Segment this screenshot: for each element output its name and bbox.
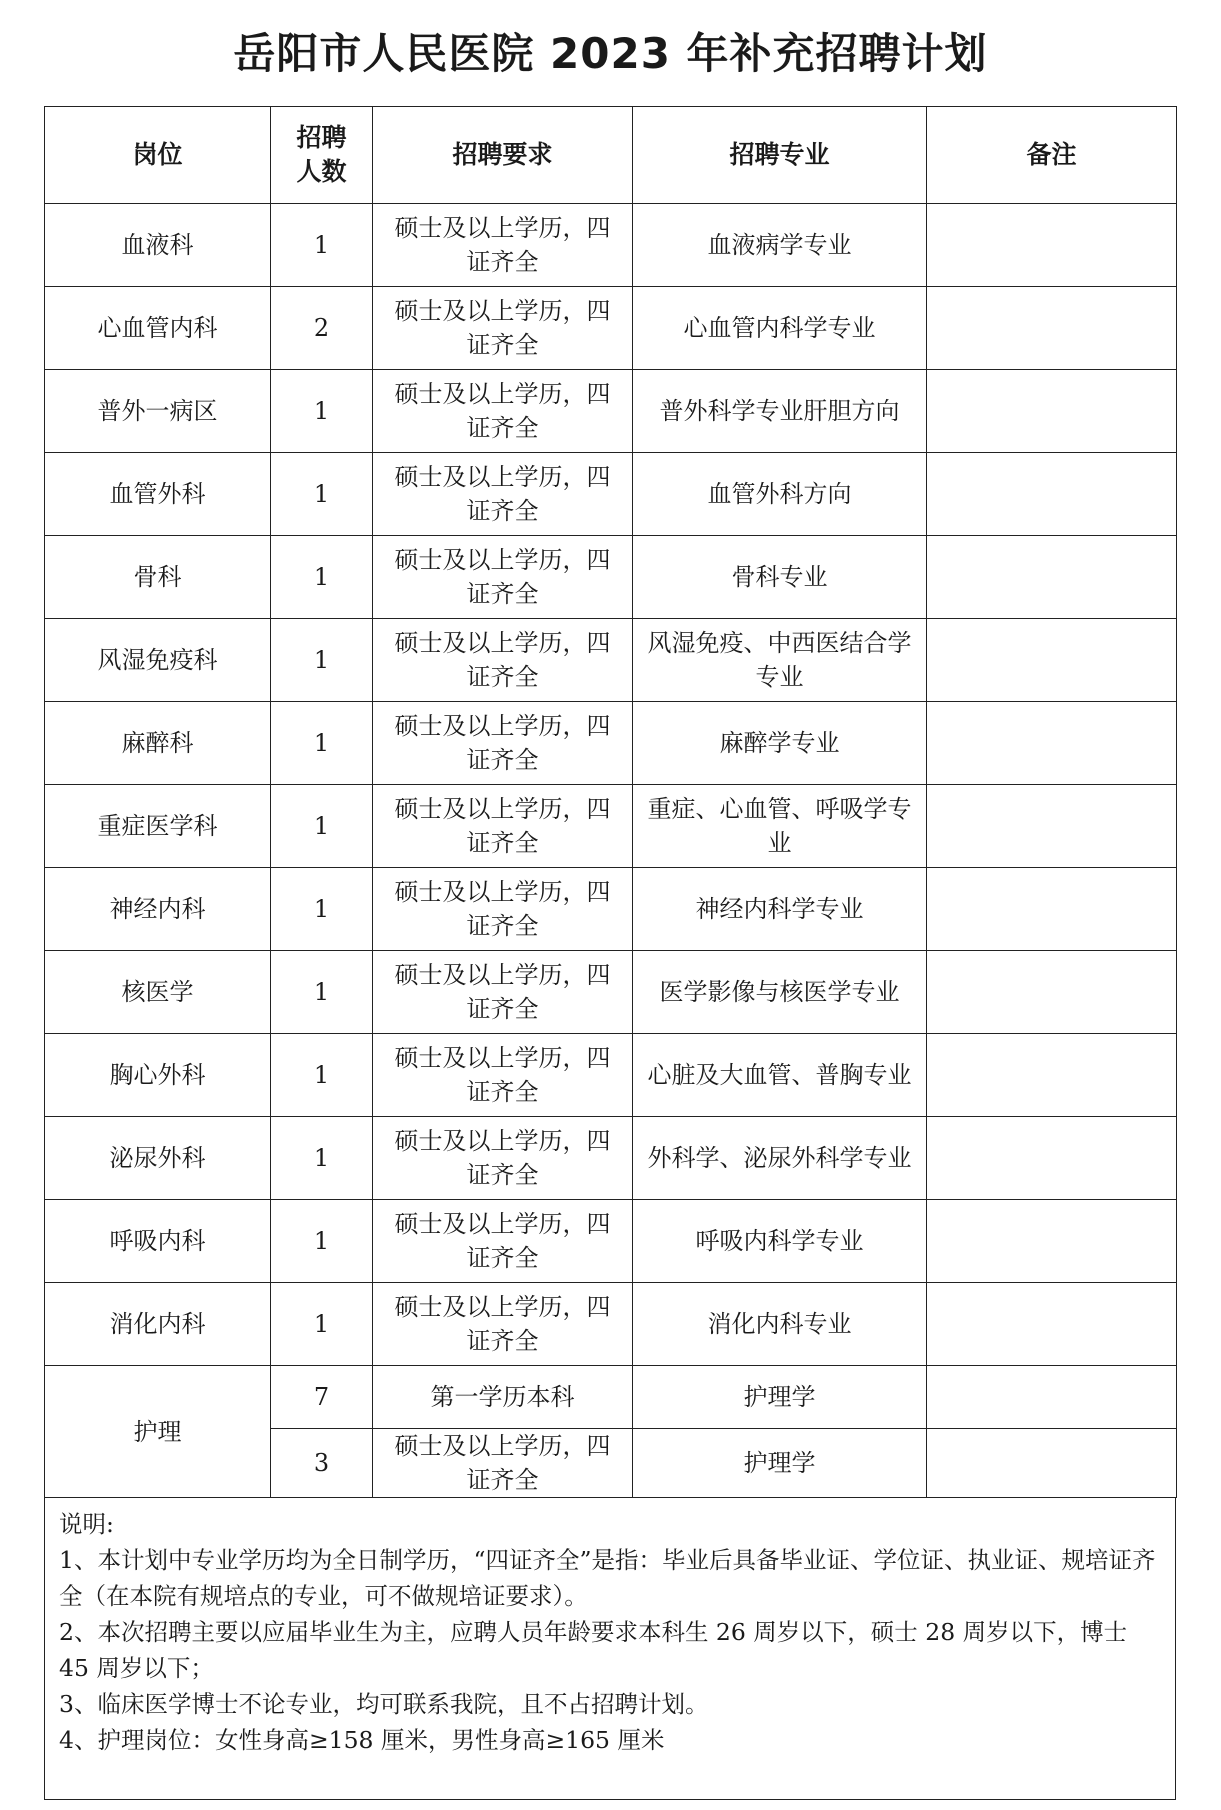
- count-cell: 7: [271, 1366, 373, 1429]
- count-cell: 1: [271, 453, 373, 536]
- table-row: [45, 702, 1177, 785]
- major-cell: 心血管内科学专业: [633, 287, 927, 370]
- major-cell: 重症、心血管、呼吸学专业: [633, 785, 927, 868]
- requirement-cell: 硕士及以上学历，四证齐全: [373, 1429, 633, 1498]
- requirement-cell: 第一学历本科: [373, 1366, 633, 1429]
- post-cell: 泌尿外科: [45, 1117, 271, 1200]
- remark-cell: [927, 1366, 1177, 1429]
- remark-cell: [927, 287, 1177, 370]
- remark-cell: [927, 370, 1177, 453]
- post-cell: 麻醉科: [45, 702, 271, 785]
- major-cell: 血管外科方向: [633, 453, 927, 536]
- remark-cell: [927, 951, 1177, 1034]
- table-row: [45, 951, 1177, 1034]
- recruitment-table: [44, 106, 1177, 1498]
- requirement-cell: 硕士及以上学历，四证齐全: [373, 702, 633, 785]
- table-header-row: [45, 107, 1177, 204]
- major-cell: 呼吸内科学专业: [633, 1200, 927, 1283]
- count-cell: 1: [271, 785, 373, 868]
- major-cell: 护理学: [633, 1366, 927, 1429]
- post-cell: 消化内科: [45, 1283, 271, 1366]
- table-row: [45, 204, 1177, 287]
- post-cell: 重症医学科: [45, 785, 271, 868]
- header-major: 招聘专业: [633, 107, 927, 204]
- count-cell: 1: [271, 702, 373, 785]
- header-post: 岗位: [45, 107, 271, 204]
- count-cell: 1: [271, 204, 373, 287]
- post-cell: 神经内科: [45, 868, 271, 951]
- table-row: [45, 1200, 1177, 1283]
- count-cell: 2: [271, 287, 373, 370]
- remark-cell: [927, 1034, 1177, 1117]
- count-cell: 3: [271, 1429, 373, 1498]
- note-item-4: 4、护理岗位：女性身高≥158 厘米，男性身高≥165 厘米: [59, 1726, 665, 1754]
- requirement-cell: 硕士及以上学历，四证齐全: [373, 204, 633, 287]
- table-row: [45, 536, 1177, 619]
- requirement-cell: 硕士及以上学历，四证齐全: [373, 453, 633, 536]
- remark-cell: [927, 453, 1177, 536]
- major-cell: 骨科专业: [633, 536, 927, 619]
- requirement-cell: 硕士及以上学历，四证齐全: [373, 619, 633, 702]
- major-cell: 血液病学专业: [633, 204, 927, 287]
- major-cell: 护理学: [633, 1429, 927, 1498]
- post-cell: 心血管内科: [45, 287, 271, 370]
- major-cell: 麻醉学专业: [633, 702, 927, 785]
- table-row: [45, 1117, 1177, 1200]
- major-cell: 神经内科学专业: [633, 868, 927, 951]
- requirement-cell: 硕士及以上学历，四证齐全: [373, 951, 633, 1034]
- major-cell: 心脏及大血管、普胸专业: [633, 1034, 927, 1117]
- post-cell: 核医学: [45, 951, 271, 1034]
- post-cell: 胸心外科: [45, 1034, 271, 1117]
- table-row: [45, 1034, 1177, 1117]
- table-row-nursing-1: [45, 1366, 1177, 1429]
- major-cell: 消化内科专业: [633, 1283, 927, 1366]
- count-cell: 1: [271, 619, 373, 702]
- major-cell: 医学影像与核医学专业: [633, 951, 927, 1034]
- remark-cell: [927, 868, 1177, 951]
- count-cell: 1: [271, 1117, 373, 1200]
- header-count-label: 招聘人数: [296, 123, 347, 186]
- post-cell-nursing: 护理: [45, 1366, 271, 1498]
- header-count: [271, 107, 373, 204]
- remark-cell: [927, 204, 1177, 287]
- remark-cell: [927, 1429, 1177, 1498]
- page-title: 岳阳市人民医院 2023 年补充招聘计划: [233, 29, 988, 78]
- post-cell: 血管外科: [45, 453, 271, 536]
- major-cell: 风湿免疫、中西医结合学专业: [633, 619, 927, 702]
- post-cell: 血液科: [45, 204, 271, 287]
- requirement-cell: 硕士及以上学历，四证齐全: [373, 1200, 633, 1283]
- remark-cell: [927, 1117, 1177, 1200]
- count-cell: 1: [271, 536, 373, 619]
- header-remark: 备注: [927, 107, 1177, 204]
- header-requirement: 招聘要求: [373, 107, 633, 204]
- table-row: [45, 1283, 1177, 1366]
- remark-cell: [927, 1283, 1177, 1366]
- remark-cell: [927, 536, 1177, 619]
- note-item-1: 1、本计划中专业学历均为全日制学历，“四证齐全”是指：毕业后具备毕业证、学位证、执业证、规培证齐全（在本院有规培点的专业，可不做规培证要求）。: [59, 1546, 1156, 1610]
- post-cell: 骨科: [45, 536, 271, 619]
- major-cell: 普外科学专业肝胆方向: [633, 370, 927, 453]
- notes-heading: 说明:: [59, 1510, 114, 1538]
- notes-section: [44, 1498, 1176, 1800]
- requirement-cell: 硕士及以上学历，四证齐全: [373, 1283, 633, 1366]
- count-cell: 1: [271, 868, 373, 951]
- count-cell: 1: [271, 1283, 373, 1366]
- count-cell: 1: [271, 951, 373, 1034]
- count-cell: 1: [271, 1200, 373, 1283]
- count-cell: 1: [271, 370, 373, 453]
- remark-cell: [927, 702, 1177, 785]
- table-row: [45, 287, 1177, 370]
- recruitment-plan-sheet: [44, 106, 1176, 1800]
- post-cell: 普外一病区: [45, 370, 271, 453]
- note-item-3: 3、临床医学博士不论专业，均可联系我院，且不占招聘计划。: [59, 1690, 709, 1718]
- table-row: [45, 868, 1177, 951]
- requirement-cell: 硕士及以上学历，四证齐全: [373, 536, 633, 619]
- remark-cell: [927, 1200, 1177, 1283]
- requirement-cell: 硕士及以上学历，四证齐全: [373, 370, 633, 453]
- requirement-cell: 硕士及以上学历，四证齐全: [373, 1117, 633, 1200]
- remark-cell: [927, 619, 1177, 702]
- count-cell: 1: [271, 1034, 373, 1117]
- requirement-cell: 硕士及以上学历，四证齐全: [373, 287, 633, 370]
- table-row: [45, 785, 1177, 868]
- note-item-2: 2、本次招聘主要以应届毕业生为主，应聘人员年龄要求本科生 26 周岁以下，硕士 28 周岁以下，博士 45 周岁以下；: [59, 1618, 1128, 1682]
- major-cell: 外科学、泌尿外科学专业: [633, 1117, 927, 1200]
- remark-cell: [927, 785, 1177, 868]
- table-row: [45, 619, 1177, 702]
- requirement-cell: 硕士及以上学历，四证齐全: [373, 868, 633, 951]
- table-row: [45, 370, 1177, 453]
- table-row: [45, 453, 1177, 536]
- post-cell: 风湿免疫科: [45, 619, 271, 702]
- requirement-cell: 硕士及以上学历，四证齐全: [373, 785, 633, 868]
- requirement-cell: 硕士及以上学历，四证齐全: [373, 1034, 633, 1117]
- post-cell: 呼吸内科: [45, 1200, 271, 1283]
